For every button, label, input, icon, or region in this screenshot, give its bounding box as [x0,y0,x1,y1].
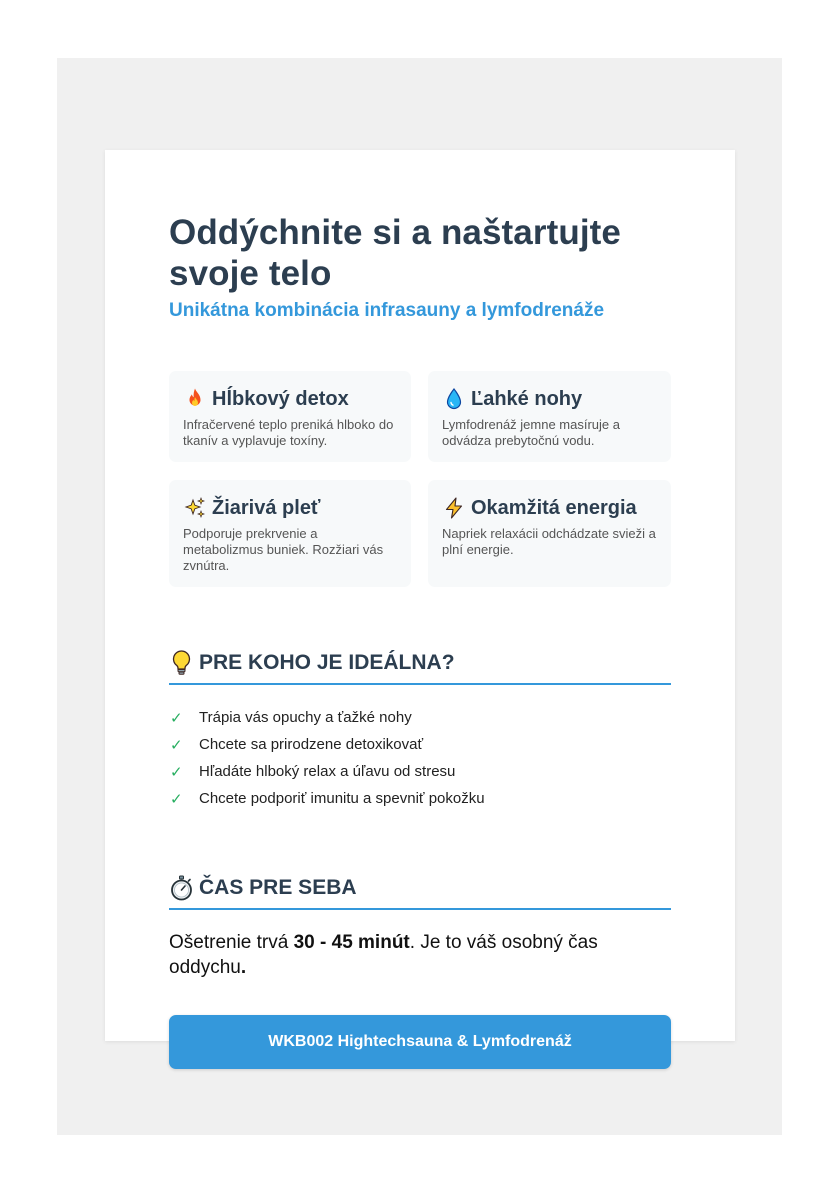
check-icon: ✓ [170,763,183,781]
sparkles-icon [183,496,207,520]
section-heading [169,648,671,685]
ideal-for-section [169,648,671,812]
section-title: ČAS PRE SEBA [199,875,357,899]
header [169,212,671,322]
feature-card-skin [169,480,411,587]
product-cta-button[interactable]: WKB002 Hightechsauna & Lymfodrenáž [169,1015,671,1069]
feature-card-detox [169,371,411,462]
fire-icon [183,387,207,411]
page-title: Oddýchnite si a naštartujte svoje telo [169,213,621,293]
feature-description: Podporuje prekrvenie a metabolizmus buniek. Rozžiari vás zvnútra. [183,526,384,573]
list-item: ✓ Hľadáte hlboký relax a úľavu od stresu [170,763,456,781]
list-item: ✓ Chcete sa prirodzene detoxikovať [170,736,424,754]
check-icon: ✓ [170,736,183,754]
feature-title: Okamžitá energia [471,496,637,519]
duration-value: 30 - 45 minút [293,932,410,953]
duration-text: Ošetrenie trvá 30 - 45 minút. Je to váš osobný čas oddychu. [169,932,598,978]
droplet-icon [442,387,466,411]
feature-title: Hĺbkový detox [212,387,349,410]
list-item: ✓ Chcete podporiť imunitu a spevniť pokožku [170,790,485,808]
section-title: PRE KOHO JE IDEÁLNA? [199,650,455,674]
feature-description: Napriek relaxácii odchádzate svieži a plní energie. [442,526,656,557]
time-section [169,873,671,980]
list-item: ✓ Trápia vás opuchy a ťažké nohy [170,709,412,727]
check-icon: ✓ [170,709,183,727]
section-heading [169,873,671,910]
feature-description: Lymfodrenáž jemne masíruje a odvádza prebytočnú vodu. [442,417,620,448]
feature-card-legs [428,371,671,462]
feature-description: Infračervené teplo preniká hlboko do tkanív a vyplavuje toxíny. [183,417,394,448]
lightning-icon [442,496,466,520]
check-icon: ✓ [170,790,183,808]
stopwatch-icon [169,874,194,902]
lightbulb-icon [169,649,194,677]
page-subtitle: Unikátna kombinácia infrasauny a lymfodrenáže [169,300,605,321]
feature-title: Ľahké nohy [471,387,583,410]
feature-title: Žiarivá pleť [212,496,321,519]
ideal-for-list [169,704,671,812]
feature-card-energy [428,480,671,587]
